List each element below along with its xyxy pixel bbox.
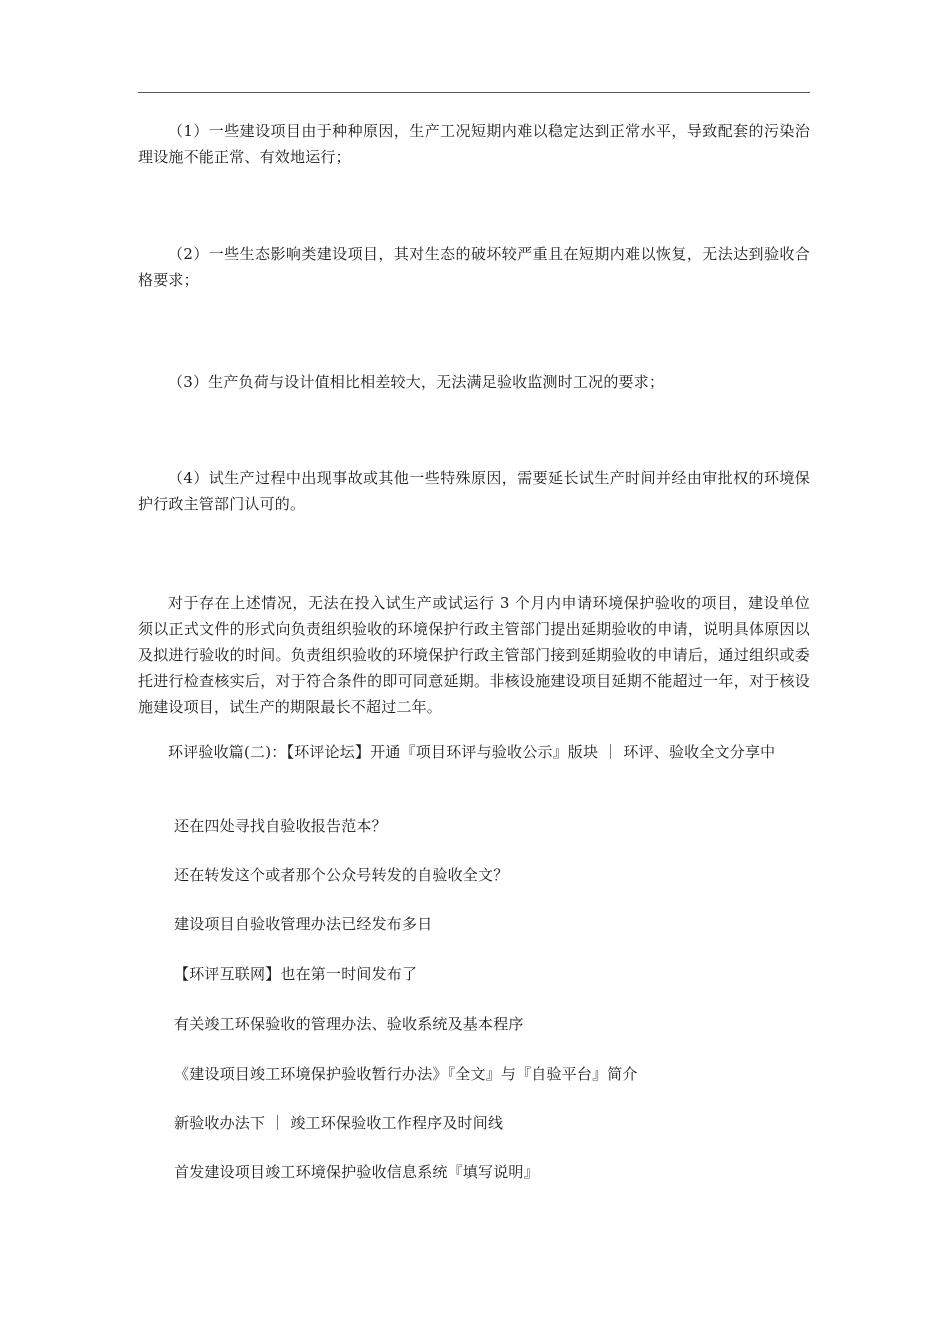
text-line-2: 还在转发这个或者那个公众号转发的自验收全文？ xyxy=(174,866,509,884)
text-line-6: 《建设项目竣工环境保护验收暂行办法》『全文』与『自验平台』简介 xyxy=(174,1065,638,1083)
paragraph-extension-rules: 对于存在上述情况，无法在投入试生产或试运行 3 个月内申请环境保护验收的项目，建设单位须以正式文件的形式向负责组织验收的环境保护行政主管部门提出延期验收的申请，说明具体原因以及拟进行验收的时间。负责组织验收的环境保护行政主管部门接到延期验收的申请后，通过组织或委托进行检查核实后，对于符合条件的即可同意延期。非核设施建设项目延期不能超过一年，对于核设施建设项目，试生产的期限最长不超过二年。 xyxy=(138,594,810,716)
text-line-7: 新验收办法下 ｜ 竣工环保验收工作程序及时间线 xyxy=(174,1114,504,1132)
text-line-4: 【环评互联网】也在第一时间发布了 xyxy=(174,965,418,983)
text-line-5: 有关竣工环保验收的管理办法、验收系统及基本程序 xyxy=(174,1015,524,1033)
text-line-8: 首发建设项目竣工环境保护验收信息系统『填写说明』 xyxy=(174,1163,539,1181)
header-rule xyxy=(138,92,810,93)
paragraph-item-2: （2）一些生态影响类建设项目，其对生态的破坏较严重且在短期内难以恢复，无法达到验收合格要求； xyxy=(138,245,810,289)
paragraph-item-3: （3）生产负荷与设计值相比相差较大，无法满足验收监测时工况的要求； xyxy=(168,373,665,391)
paragraph-item-4: （4）试生产过程中出现事故或其他一些特殊原因，需要延长试生产时间并经由审批权的环境保护行政主管部门认可的。 xyxy=(138,469,810,513)
text-line-1: 还在四处寻找自验收报告范本？ xyxy=(174,817,387,835)
section-heading-part-two: 环评验收篇(二)：【环评论坛】开通『项目环评与验收公示』版块 ｜ 环评、验收全文分享中 xyxy=(168,743,776,761)
text-line-3: 建设项目自验收管理办法已经发布多日 xyxy=(174,915,433,933)
paragraph-item-1: （1）一些建设项目由于种种原因，生产工况短期内难以稳定达到正常水平，导致配套的污染治理设施不能正常、有效地运行； xyxy=(138,122,810,166)
